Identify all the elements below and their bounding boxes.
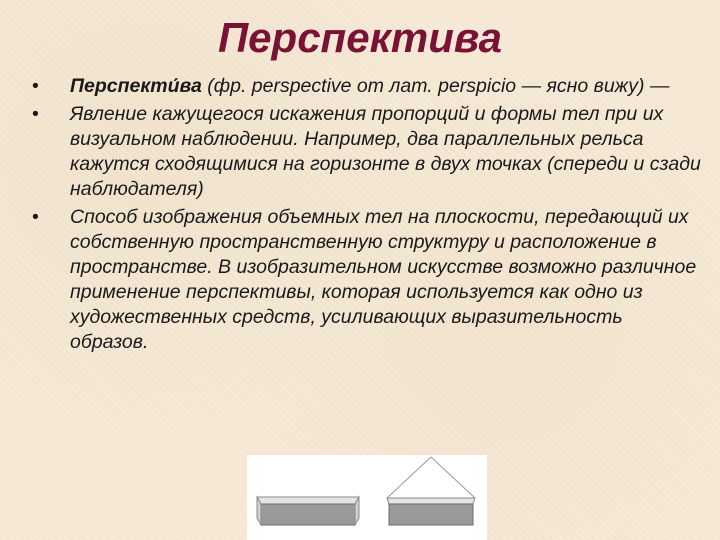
perspective-boxes-image (247, 455, 487, 540)
left-box-front (261, 504, 355, 525)
definition-text: (фр. perspective от лат. perspicio — ясно вижу) — (201, 75, 670, 97)
convergence-line-left (387, 457, 431, 498)
convergence-line-right (431, 457, 475, 498)
right-box-top (387, 498, 475, 504)
bullet-item-definition (26, 74, 702, 99)
bullet-marker: • (32, 75, 39, 97)
method-text: Способ изображения объемных тел на плоскости, передающий их собственную пространственную структуру и расположение в пространстве. В изобразительном искусстве возможно различное применение перспективы, которая используется как одно из художественных средств, усиливающих выразительность образов. (70, 206, 697, 353)
perspective-illustration (247, 455, 487, 540)
left-box-top (257, 497, 359, 504)
bullet-marker: • (32, 103, 39, 125)
phenomenon-text: Явление кажущегося искажения пропорций и формы тел при их визуальном наблюдении. Например, два параллельных рельса кажутся сходящимися на горизонте в двух точках (спереди и сзади наблюдателя) (70, 103, 701, 200)
bullet-item-method (26, 205, 702, 355)
right-box-front (389, 504, 473, 525)
bullet-marker: • (32, 206, 39, 228)
bullet-list (26, 74, 702, 358)
slide-title: Перспектива (217, 14, 503, 61)
bullet-item-phenomenon (26, 102, 702, 202)
term-perspective: Перспекти́ва (70, 75, 202, 97)
